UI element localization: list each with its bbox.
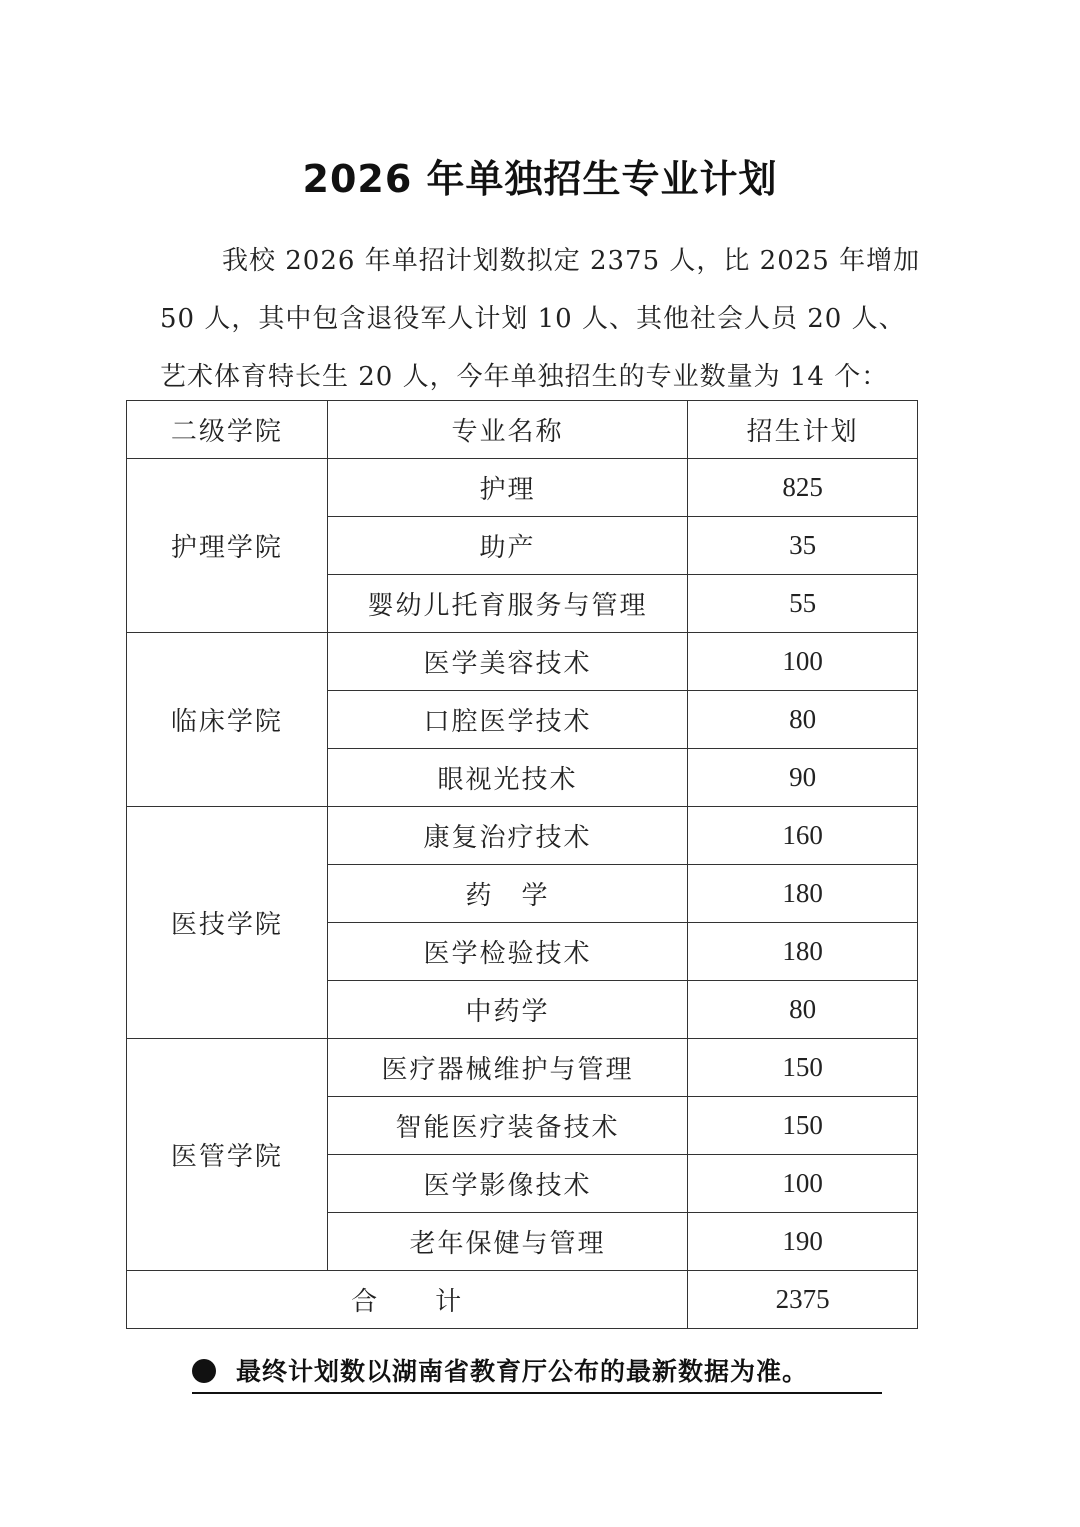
plan-cell: 100: [688, 1155, 918, 1213]
major-cell: 老年保健与管理: [327, 1213, 688, 1271]
plan-cell: 825: [688, 459, 918, 517]
table-row: [127, 807, 918, 865]
header-college: 二级学院: [127, 401, 328, 459]
college-cell: 医技学院: [127, 807, 328, 1039]
plan-cell: 180: [688, 923, 918, 981]
intro-line-3: 艺术体育特长生 20 人，今年单独招生的专业数量为 14 个：: [160, 362, 889, 392]
footnote-text: 最终计划数以湖南省教育厅公布的最新数据为准。: [236, 1357, 809, 1386]
enrollment-plan-table: [126, 400, 918, 1329]
plan-cell: 90: [688, 749, 918, 807]
filled-circle-icon: [192, 1359, 216, 1383]
plan-cell: 190: [688, 1213, 918, 1271]
major-cell: 医疗器械维护与管理: [327, 1039, 688, 1097]
total-label: 合 计: [127, 1271, 688, 1329]
plan-cell: 150: [688, 1039, 918, 1097]
total-row: [127, 1271, 918, 1329]
major-cell: 医学影像技术: [327, 1155, 688, 1213]
major-cell: 口腔医学技术: [327, 691, 688, 749]
table-row: [127, 459, 918, 517]
plan-cell: 80: [688, 981, 918, 1039]
intro-line-1: 我校 2026 年单招计划数拟定 2375 人，比 2025 年增加: [222, 246, 921, 276]
major-cell: 康复治疗技术: [327, 807, 688, 865]
plan-cell: 150: [688, 1097, 918, 1155]
college-cell: 护理学院: [127, 459, 328, 633]
major-cell: 医学美容技术: [327, 633, 688, 691]
major-cell: 眼视光技术: [327, 749, 688, 807]
major-cell: 护理: [327, 459, 688, 517]
header-major: 专业名称: [327, 401, 688, 459]
plan-cell: 35: [688, 517, 918, 575]
plan-cell: 100: [688, 633, 918, 691]
college-cell: 临床学院: [127, 633, 328, 807]
major-cell: 婴幼儿托育服务与管理: [327, 575, 688, 633]
table-header-row: [127, 401, 918, 459]
major-cell: 智能医疗装备技术: [327, 1097, 688, 1155]
major-cell: 助产: [327, 517, 688, 575]
major-cell: 中药学: [327, 981, 688, 1039]
major-cell: 药 学: [327, 865, 688, 923]
plan-cell: 160: [688, 807, 918, 865]
total-value: 2375: [688, 1271, 918, 1329]
plan-cell: 180: [688, 865, 918, 923]
major-cell: 医学检验技术: [327, 923, 688, 981]
intro-line-2: 50 人，其中包含退役军人计划 10 人、其他社会人员 20 人、: [160, 304, 906, 334]
college-cell: 医管学院: [127, 1039, 328, 1271]
plan-cell: 55: [688, 575, 918, 633]
plan-cell: 80: [688, 691, 918, 749]
header-plan: 招生计划: [688, 401, 918, 459]
footnote: [192, 1352, 882, 1394]
table-row: [127, 633, 918, 691]
page-title: 2026 年单独招生专业计划: [302, 157, 778, 201]
table-row: [127, 1039, 918, 1097]
